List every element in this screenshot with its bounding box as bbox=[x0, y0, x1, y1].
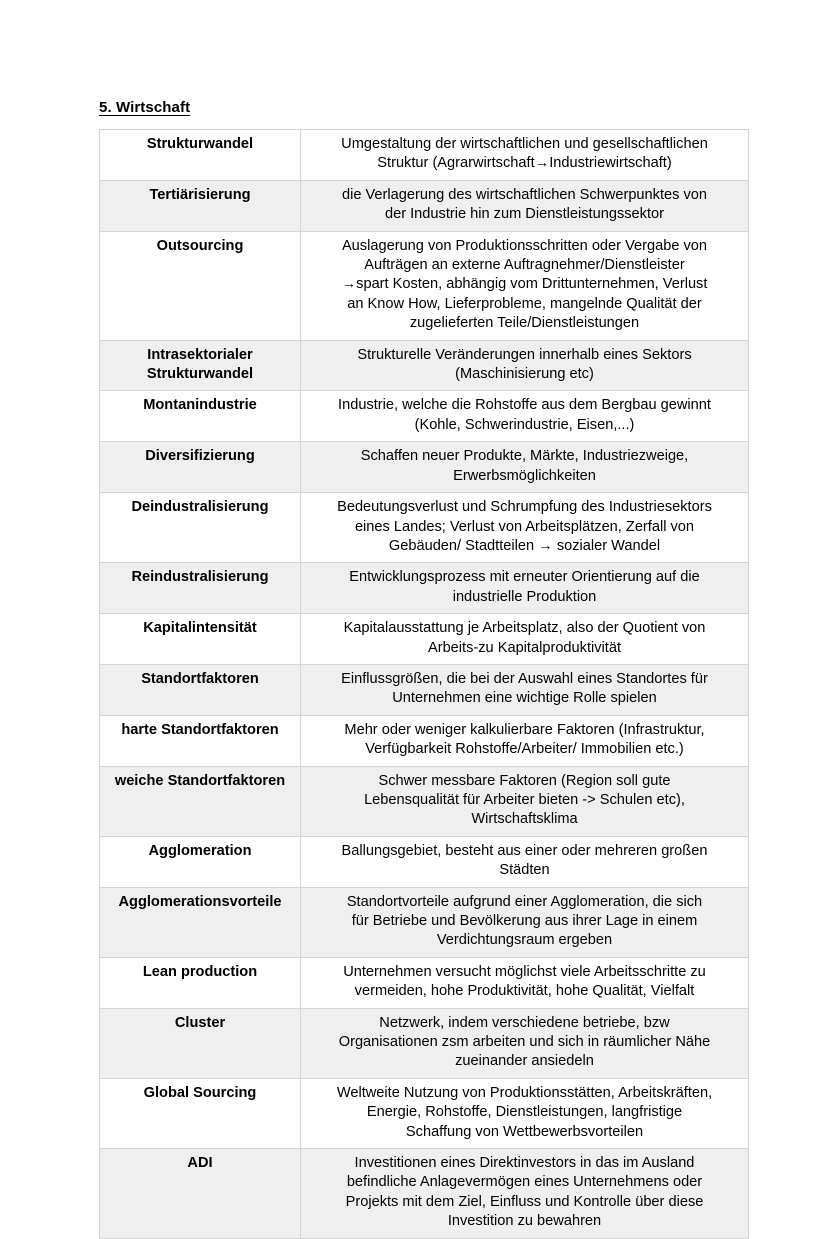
glossary-table-body bbox=[100, 130, 749, 1239]
definition-line: befindliche Anlagevermögen eines Unternehmens oder bbox=[346, 1174, 703, 1191]
table-row bbox=[100, 130, 749, 181]
table-row bbox=[100, 180, 749, 231]
term-cell: Tertiärisierung bbox=[100, 180, 301, 231]
definition-line: Lebensqualität für Arbeiter bieten -> Schulen etc), bbox=[364, 791, 685, 808]
definition-line: Projekts mit dem Ziel, Einfluss und Kontrolle über diese bbox=[345, 1193, 704, 1210]
definition-line: zugelieferten Teile/Dienstleistungen bbox=[409, 315, 640, 332]
definition-line: Ballungsgebiet, besteht aus einer oder mehreren großen bbox=[341, 842, 708, 859]
definition-line: →spart Kosten, abhängig vom Drittunternehmen, Verlust bbox=[341, 276, 708, 293]
definition-cell bbox=[301, 180, 749, 231]
definition-line: Standortvorteile aufgrund einer Agglomeration, die sich bbox=[346, 893, 703, 910]
definition-cell bbox=[301, 1078, 749, 1148]
definition-cell bbox=[301, 391, 749, 442]
definition-line: für Betriebe und Bevölkerung aus ihrer Lage in einem bbox=[351, 913, 698, 929]
definition-line: Umgestaltung der wirtschaftlichen und gesellschaftlichen bbox=[341, 136, 708, 152]
definition-line: die Verlagerung des wirtschaftlichen Schwerpunktes von bbox=[341, 186, 708, 203]
definition-line: Einflussgrößen, die bei der Auswahl eines Standortes für bbox=[341, 670, 708, 687]
definition-line: der Industrie hin zum Dienstleistungssektor bbox=[384, 206, 665, 223]
term-cell: Cluster bbox=[100, 1008, 301, 1078]
term-cell: Standortfaktoren bbox=[100, 664, 301, 715]
term-cell: Agglomerationsvorteile bbox=[100, 887, 301, 957]
definition-line: Schaffen neuer Produkte, Märkte, Industriezweige, bbox=[360, 448, 689, 465]
definition-line: Unternehmen eine wichtige Rolle spielen bbox=[392, 690, 657, 707]
table-row bbox=[100, 1078, 749, 1148]
term-cell: Deindustralisierung bbox=[100, 493, 301, 563]
term-cell: Strukturwandel bbox=[100, 130, 301, 181]
definition-line: Schwer messbare Faktoren (Region soll gute bbox=[378, 772, 671, 789]
definition-line: Verfügbarkeit Rohstoffe/Arbeiter/ Immobilien etc.) bbox=[365, 741, 684, 758]
definition-line: Netzwerk, indem verschiedene betriebe, bzw bbox=[379, 1014, 670, 1031]
table-row bbox=[100, 957, 749, 1008]
definition-line: Aufträgen an externe Auftragnehmer/Dienstleister bbox=[364, 257, 685, 274]
definition-line: industrielle Produktion bbox=[452, 588, 597, 605]
term-cell: Global Sourcing bbox=[100, 1078, 301, 1148]
table-row bbox=[100, 1149, 749, 1239]
definition-line: Schaffung von Wettbewerbsvorteilen bbox=[405, 1123, 644, 1140]
definition-line: Strukturelle Veränderungen innerhalb eines Sektors bbox=[357, 346, 692, 363]
term-cell: Kapitalintensität bbox=[100, 614, 301, 665]
term-cell: ADI bbox=[100, 1149, 301, 1239]
definition-line: Struktur (Agrarwirtschaft→Industriewirtschaft) bbox=[377, 155, 672, 172]
definition-cell bbox=[301, 493, 749, 563]
definition-cell bbox=[301, 715, 749, 766]
term-cell: Agglomeration bbox=[100, 836, 301, 887]
table-row bbox=[100, 340, 749, 391]
definition-line: Bedeutungsverlust und Schrumpfung des Industriesektors bbox=[337, 499, 712, 516]
definition-line: Kapitalausstattung je Arbeitsplatz, also der Quotient von bbox=[343, 620, 706, 637]
table-row bbox=[100, 1008, 749, 1078]
definition-line: Verdichtungsraum ergeben bbox=[436, 932, 613, 949]
table-row bbox=[100, 231, 749, 340]
definition-cell bbox=[301, 766, 749, 836]
definition-line: (Maschinisierung etc) bbox=[455, 366, 594, 383]
table-row bbox=[100, 715, 749, 766]
page-title: 5. Wirtschaft bbox=[99, 99, 191, 116]
term-cell: Reindustralisierung bbox=[100, 563, 301, 614]
table-row bbox=[100, 442, 749, 493]
definition-cell bbox=[301, 231, 749, 340]
definition-cell bbox=[301, 887, 749, 957]
definition-line: Weltweite Nutzung von Produktionsstätten, Arbeitskräften, bbox=[336, 1084, 713, 1101]
definition-line: an Know How, Lieferprobleme, mangelnde Qualität der bbox=[347, 295, 702, 312]
definition-line: eines Landes; Verlust von Arbeitsplätzen, Zerfall von bbox=[354, 518, 695, 535]
definition-line: (Kohle, Schwerindustrie, Eisen,...) bbox=[414, 416, 635, 433]
term-cell: weiche Standortfaktoren bbox=[100, 766, 301, 836]
definition-line: Erwerbsmöglichkeiten bbox=[453, 467, 596, 484]
table-row bbox=[100, 563, 749, 614]
table-row bbox=[100, 614, 749, 665]
definition-cell bbox=[301, 340, 749, 391]
definition-line: Unternehmen versucht möglichst viele Arbeitsschritte zu bbox=[343, 963, 706, 980]
glossary-table bbox=[99, 129, 749, 1239]
definition-cell bbox=[301, 563, 749, 614]
definition-cell bbox=[301, 130, 749, 181]
definition-line: Industrie, welche die Rohstoffe aus dem Bergbau gewinnt bbox=[338, 397, 711, 414]
table-row bbox=[100, 836, 749, 887]
definition-line: Investitionen eines Direktinvestors in das im Ausland bbox=[354, 1155, 695, 1172]
definition-line: vermeiden, hohe Produktivität, hohe Qualität, Vielfalt bbox=[354, 983, 695, 1000]
definition-cell bbox=[301, 442, 749, 493]
definition-line: Wirtschaftsklima bbox=[471, 811, 578, 828]
definition-cell bbox=[301, 1149, 749, 1239]
definition-line: Arbeits-zu Kapitalproduktivität bbox=[427, 639, 622, 656]
definition-cell bbox=[301, 664, 749, 715]
term-cell: Montanindustrie bbox=[100, 391, 301, 442]
term-cell: Outsourcing bbox=[100, 231, 301, 340]
table-row bbox=[100, 664, 749, 715]
definition-cell bbox=[301, 957, 749, 1008]
term-cell: Intrasektorialer Strukturwandel bbox=[100, 340, 301, 391]
term-cell: Diversifizierung bbox=[100, 442, 301, 493]
definition-cell bbox=[301, 614, 749, 665]
term-cell: Lean production bbox=[100, 957, 301, 1008]
definition-cell bbox=[301, 1008, 749, 1078]
definition-line: Mehr oder weniger kalkulierbare Faktoren (Infrastruktur, bbox=[344, 721, 705, 738]
definition-line: Entwicklungsprozess mit erneuter Orientierung auf die bbox=[349, 569, 700, 586]
table-row bbox=[100, 766, 749, 836]
definition-line: Organisationen zsm arbeiten und sich in räumlicher Nähe bbox=[338, 1034, 711, 1051]
term-cell: harte Standortfaktoren bbox=[100, 715, 301, 766]
table-row bbox=[100, 887, 749, 957]
definition-line: Investition zu bewahren bbox=[447, 1213, 602, 1230]
definition-line: zueinander ansiedeln bbox=[455, 1053, 594, 1070]
definition-line: Energie, Rohstoffe, Dienstleistungen, langfristige bbox=[366, 1104, 683, 1121]
table-row bbox=[100, 493, 749, 563]
definition-line: Auslagerung von Produktionsschritten oder Vergabe von bbox=[341, 237, 708, 254]
definition-line: Städten bbox=[499, 862, 550, 879]
definition-cell bbox=[301, 836, 749, 887]
definition-line: Gebäuden/ Stadtteilen → sozialer Wandel bbox=[388, 537, 661, 554]
table-row bbox=[100, 391, 749, 442]
